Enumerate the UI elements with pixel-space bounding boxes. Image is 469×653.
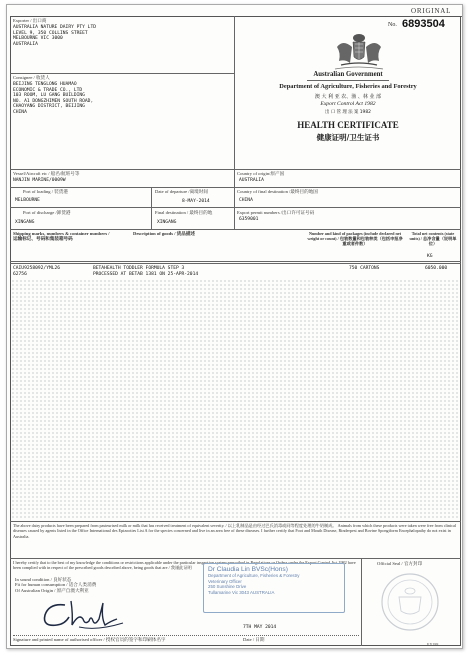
origin-label: Country of origin/原产国 bbox=[237, 171, 285, 176]
permit-value: 6359001 bbox=[239, 217, 259, 222]
certificate-title-cn: 健康证明/卫生证书 bbox=[316, 133, 380, 142]
exporter-line: LEVEL 9, 350 COLLINS STREET bbox=[13, 30, 88, 36]
vessel-label: Vessel/Aircraft etc / 船名/航班号等 bbox=[13, 171, 80, 176]
option-1: In sound condition / 良好状态 bbox=[15, 577, 72, 582]
exporter-line: AUSTRALIA bbox=[13, 41, 38, 47]
exporter-line: AUSTRALIA NATURE DAIRY PTY LTD bbox=[13, 25, 96, 30]
cert-no-label: No. bbox=[388, 22, 397, 28]
sanitary-statement: The above dairy products have been prepared from pasteurised milk or milk that has received treatment of equivalent severity. / 以上乳制品是由经过巴氏消毒或同等程度处理的牛奶制成。 Animals from which these products were taken were free from clinical diseases caused by agents listed in the Office International des Epizooties List A for the species concerned and live in an area free of these diseases. I further certify that Foot and Mouth Disease, Rinderpest and Bovine Spongiform Encephalopathy do not exist in Australia. bbox=[13, 523, 457, 539]
departure-value: 8-MAY-2014 bbox=[182, 199, 210, 204]
goods-description bbox=[93, 266, 198, 277]
discharge-label: Port of discharge /卸货港 bbox=[23, 210, 71, 215]
loading-label: Port of loading / 装货港 bbox=[23, 189, 68, 194]
exporter-line: MELBOURNE VIC 3000 bbox=[13, 36, 63, 42]
origin-value: AUSTRALIA bbox=[239, 178, 264, 183]
form-code: EX188 bbox=[427, 642, 439, 647]
issuer-department-cn: 澳 大 利 亚 农、渔 、林 业 部 bbox=[314, 94, 382, 100]
goods-net-weight: 6050.000 bbox=[425, 266, 448, 271]
official-seal-label: Official Seal / 官方封印 bbox=[377, 561, 423, 566]
date-value: 7TH MAY 2014 bbox=[243, 625, 277, 630]
option-2: Fit for human consumption / 适合人类消费 bbox=[15, 582, 97, 588]
goods-description-line: BETAHEALTH TODDLER FORMULA STEP 3 bbox=[93, 266, 185, 271]
final-dest-value: XINGANG bbox=[157, 220, 177, 225]
certificate-title: HEALTH CERTIFICATE bbox=[297, 120, 399, 130]
consignee-line: NO. A1 DONGZHIMEN SOUTH ROAD, bbox=[13, 98, 94, 104]
final-country-label: Country of final destination /最终目的地国 bbox=[237, 189, 318, 194]
net-unit: KG bbox=[427, 254, 433, 259]
officer-stamp bbox=[203, 563, 345, 613]
exporter-address bbox=[13, 25, 96, 47]
final-dest-label: Final destination / 最终目的地 bbox=[155, 210, 213, 215]
net-contents-label: Total net contents (state units) / 总净含量（说明单位） bbox=[409, 231, 457, 246]
consignee-line: ECONOMIC & TRADE CO., LTD bbox=[13, 87, 83, 93]
certification-options bbox=[15, 577, 96, 593]
issuer-department: Department of Agriculture, Fisheries and Forestry bbox=[279, 83, 417, 90]
coat-of-arms-icon bbox=[329, 29, 389, 71]
shipping-marks-label: Shipping marks, numbers & container numbers / 运输标记、号码和集装箱号码 bbox=[13, 231, 110, 241]
goods-description-line: PROCESSED AT BETAB 1381 ON 25-APR-2014 bbox=[93, 271, 199, 277]
goods-marks bbox=[13, 266, 60, 277]
health-certificate-document bbox=[6, 4, 463, 649]
final-country-value: CHINA bbox=[239, 198, 253, 203]
official-seal-icon bbox=[379, 571, 441, 633]
signature-label: Signature and printed name of authorised officer / 授权官员的签字和印刷体名字 bbox=[13, 637, 166, 642]
exporter-label: Exporter / 出口商 bbox=[13, 18, 47, 23]
dotted-fill-area bbox=[11, 279, 460, 519]
loading-value: MELBOURNE bbox=[15, 198, 40, 203]
goods-marks-line: 62756 bbox=[13, 271, 27, 277]
packages-label: Number and kind of packages (include declared net weight or count) / 包装数量和包装种类（包括申报净重或者件数） bbox=[307, 231, 403, 246]
consignee-label: Consignee / 收货人 bbox=[13, 75, 50, 80]
stamp-name: Dr Claudia Lin BVSc(Hons) bbox=[208, 566, 288, 573]
consignee-address bbox=[13, 82, 93, 116]
certificate-number: 6893504 bbox=[402, 18, 445, 30]
stamp-line: Department of Agriculture, Fisheries & Forestry bbox=[208, 573, 300, 578]
export-control-act: Export Control Act 1982 bbox=[320, 101, 376, 107]
consignee-line: BEIJING TENGLONG HUAMAO bbox=[13, 82, 77, 87]
goods-packages: 750 CARTONS bbox=[349, 266, 380, 271]
stamp-line: Veterinary Officer bbox=[208, 578, 242, 584]
date-label: Date / 日期 bbox=[243, 637, 265, 642]
discharge-value: XINGANG bbox=[15, 220, 35, 225]
export-control-act-cn: 出 口 管 理 法 案 1982 bbox=[325, 110, 371, 115]
consignee-line: 103 ROOM, LU GANG BUILDING bbox=[13, 93, 85, 99]
vessel-value: NANJIN MARINE/0009W bbox=[13, 178, 66, 183]
original-mark: ORIGINAL bbox=[411, 7, 452, 15]
stamp-line: Tullamarine Vic 3043 AUSTRALIA bbox=[208, 589, 275, 595]
consignee-line: CHINA bbox=[13, 109, 27, 115]
departure-label: Date of departure /离境时间 bbox=[155, 189, 208, 194]
option-3: Of Australian Origin / 原产自澳大利亚 bbox=[15, 587, 89, 593]
consignee-line: CHAOYANG DISTRICT, BEIJING bbox=[13, 104, 85, 110]
signature-icon bbox=[27, 595, 147, 635]
certification-text: I hereby certify that to the best of my knowledge the conditions or restrictions applicable under the particular inspection system prescribed in Regulations or Orders under the Export Control Act 1982 have been complied with in respect of the prescribed goods described above, being goods that are / 我谨此证明 bbox=[13, 560, 356, 571]
issuer-government: Australian Government bbox=[313, 71, 383, 78]
permit-label: Export permit numbers /出口许可证号码 bbox=[237, 210, 315, 215]
goods-marks-line: CAIU9258092/YML26 bbox=[13, 266, 61, 271]
description-label: Description of goods / 货品描述 bbox=[133, 231, 196, 236]
stamp-line: 250 Sunshine Drive bbox=[208, 584, 247, 590]
